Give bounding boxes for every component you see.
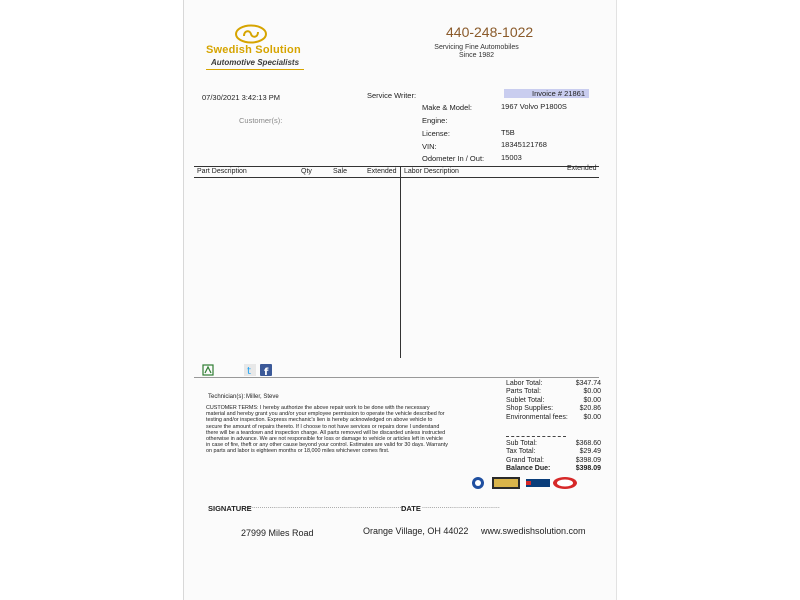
- total-value: $398.09: [575, 465, 601, 473]
- footer-address: 27999 Miles Road: [241, 528, 314, 538]
- extended-header: Extended: [367, 168, 397, 175]
- map-pin-icon[interactable]: [202, 364, 214, 376]
- vin-label: VIN:: [422, 142, 437, 151]
- table-header-rule: [194, 177, 599, 178]
- part-description-header: Part Description: [197, 168, 247, 175]
- license-value: T5B: [501, 128, 515, 137]
- table-top-rule: [194, 166, 599, 167]
- total-value: $368.60: [575, 440, 601, 447]
- total-value: $0.00: [583, 388, 601, 396]
- signature-label: SIGNATURE: [208, 504, 252, 513]
- facebook-icon[interactable]: [260, 364, 272, 376]
- footer-city: Orange Village, OH 44022: [363, 526, 469, 536]
- aaa-badge-icon: [552, 476, 578, 490]
- odometer-value: 15003: [501, 153, 522, 162]
- company-name: Swedish Solution: [206, 44, 301, 56]
- logo-underline: [206, 69, 304, 70]
- swedish-solution-logo-icon: [234, 24, 268, 44]
- make-model-value: 1967 Volvo P1800S: [501, 102, 567, 111]
- phone-number: 440-248-1022: [446, 24, 534, 40]
- svg-text:f: f: [264, 367, 269, 376]
- license-label: License:: [422, 129, 450, 138]
- total-value: $0.00: [583, 396, 601, 404]
- svg-text:t: t: [247, 366, 251, 376]
- date-label: DATE: [401, 504, 421, 513]
- total-value: $29.49: [579, 448, 601, 456]
- vin-value: 18345121768: [501, 140, 547, 149]
- bosch-badge-icon: [526, 476, 550, 490]
- total-label: Tax Total:: [506, 448, 536, 456]
- total-label: Grand Total:: [506, 456, 545, 464]
- total-label: Labor Total:: [506, 380, 543, 387]
- company-logo: [206, 24, 306, 70]
- total-label: Sublet Total:: [506, 396, 545, 404]
- customer-terms: CUSTOMER TERMS: I hereby authorize the above repair work to be done with the necessary material and hereby grant you and/or your employee permission to operate the vehicle described for testing and/or inspection. Express mechanic's lien is hereby acknowledged on above vehicle to secure the amount of repairs thereto. If I choose to not have services or repairs done I understand there will be a teardown and inspection charge. All parts removed will be discarded unless instructed otherwise in advance. We are not responsible for loss or damage to vehicle or articles left in vehicle in case of fire, theft or any other cause beyond your control. Estimates are valid for 30 days. Warranty on parts and labor is eighteen months or 18,000 miles whichever comes first.: [206, 405, 448, 455]
- total-label: Parts Total:: [506, 388, 541, 396]
- labor-extended-header: Extended: [567, 165, 597, 172]
- total-value: $398.09: [575, 456, 601, 464]
- total-label: Shop Supplies:: [506, 405, 554, 413]
- odometer-label: Odometer In / Out:: [422, 154, 485, 163]
- twitter-icon[interactable]: [244, 364, 256, 376]
- labor-description-header: Labor Description: [404, 168, 459, 175]
- ase-badge-icon: [471, 476, 485, 490]
- date-line[interactable]: ........................................: [422, 503, 500, 510]
- invoice-datetime: 07/30/2021 3:42:13 PM: [202, 93, 280, 102]
- table-bottom-rule: [194, 377, 599, 378]
- invoice-number: Invoice # 21861: [504, 89, 589, 98]
- total-value: $0.00: [583, 413, 601, 421]
- mitchell-badge-icon: [492, 476, 520, 490]
- total-label: Environmental fees:: [506, 413, 568, 421]
- total-value: $20.86: [579, 405, 601, 413]
- company-tagline: Automotive Specialists: [211, 58, 300, 67]
- customer-label: Customer(s):: [239, 116, 283, 125]
- engine-label: Engine:: [422, 116, 448, 125]
- total-label: Sub Total:: [506, 440, 538, 447]
- invoice-page: [183, 0, 617, 600]
- service-writer-label: Service Writer:: [367, 91, 417, 100]
- technician-value: Miller, Steve: [246, 394, 279, 400]
- make-model-label: Make & Model:: [422, 103, 473, 112]
- total-label: Balance Due:: [506, 465, 551, 473]
- table-divider: [400, 166, 401, 358]
- technician-label: Technician(s):: [208, 394, 246, 400]
- total-value: $347.74: [575, 380, 601, 387]
- signature-line[interactable]: ..................................................................................: [246, 503, 406, 510]
- since-text: Servicing Fine Automobiles Since 1982: [434, 44, 519, 59]
- footer-website[interactable]: www.swedishsolution.com: [481, 526, 586, 536]
- qty-header: Qty: [301, 168, 312, 175]
- totals-separator: [506, 436, 566, 437]
- sale-header: Sale: [333, 168, 348, 175]
